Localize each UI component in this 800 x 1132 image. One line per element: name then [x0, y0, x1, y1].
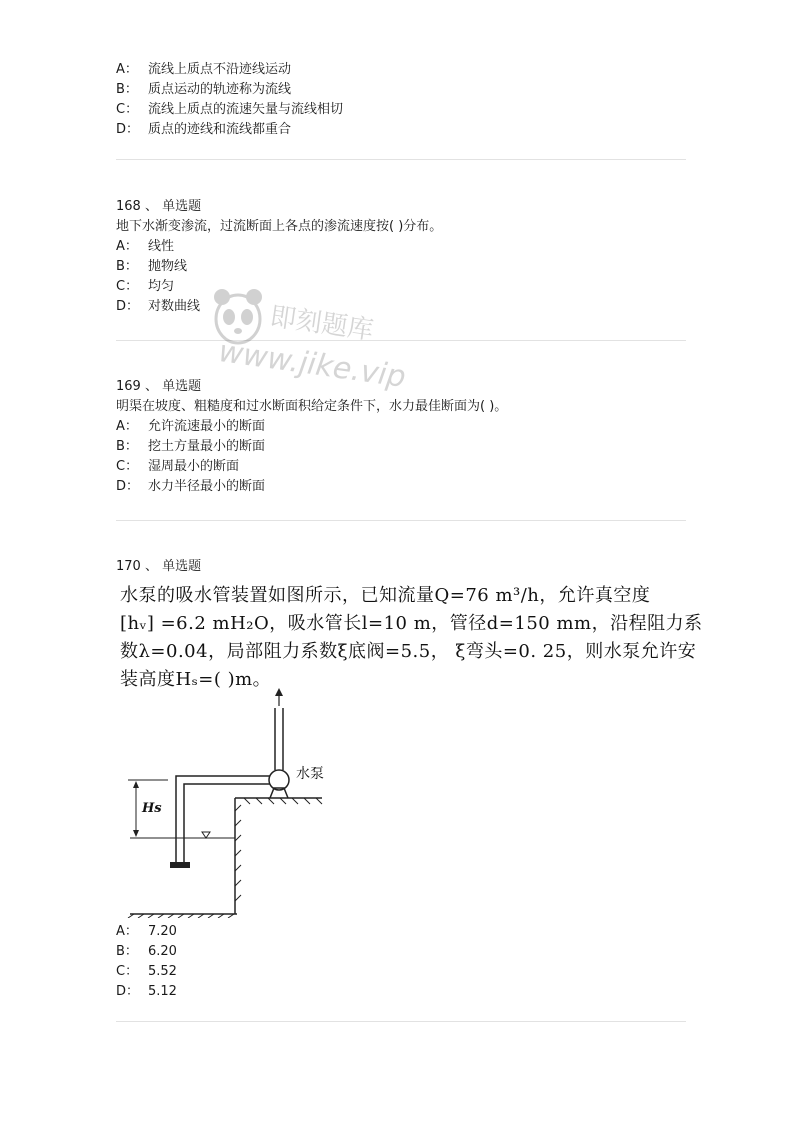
- option-a[interactable]: A： 线性: [116, 239, 175, 254]
- option-a[interactable]: A： 7.20: [116, 924, 177, 939]
- option-d[interactable]: D： 水力半径最小的断面: [116, 479, 266, 494]
- question-header: 170 、 单选题: [116, 559, 202, 574]
- divider: [116, 159, 686, 160]
- question-header: 168 、 单选题: [116, 199, 202, 214]
- pump-suction-diagram: [122, 686, 342, 918]
- foot-valve: [170, 862, 190, 868]
- option-a[interactable]: A： 允许流速最小的断面: [116, 419, 266, 434]
- question-170: [116, 557, 686, 577]
- option-b[interactable]: B： 抛物线: [116, 259, 188, 274]
- option-d[interactable]: D： 质点的迹线和流线都重合: [116, 122, 292, 137]
- divider: [116, 1021, 686, 1022]
- question-stem-image-text: 水泵的吸水管装置如图所示，已知流量Q=76 m³/h，允许真空度 [hᵥ] =6.2 mH₂O，吸水管长l=10 m，管径d=150 mm，沿程阻力系 数λ=0.04，局部阻力系数ξ底阀=5.5， ξ弯头=0. 25，则水泵允许安 装高度Hₛ=( )m。: [120, 585, 703, 690]
- option-c[interactable]: C： 湿周最小的断面: [116, 459, 240, 474]
- question-170-options: [116, 922, 686, 1002]
- option-b[interactable]: B： 挖土方量最小的断面: [116, 439, 266, 454]
- option-c[interactable]: C： 流线上质点的流速矢量与流线相切: [116, 102, 344, 117]
- hs-arrow-down: [133, 830, 139, 837]
- divider: [116, 520, 686, 521]
- option-a[interactable]: A： 流线上质点不沿迹线运动: [116, 62, 292, 77]
- suction-pipe-inner: [184, 784, 270, 862]
- flow-arrow-head: [275, 688, 283, 696]
- divider: [116, 340, 686, 341]
- question-169: [116, 377, 686, 497]
- question-168: [116, 197, 686, 317]
- water-level-symbol: [202, 832, 210, 838]
- pump-body: [269, 770, 289, 790]
- hs-label: Hs: [142, 801, 162, 816]
- watermark-url: www.jike.vip: [216, 334, 408, 395]
- pump-label: 水泵: [296, 766, 324, 782]
- option-d[interactable]: D： 5.12: [116, 984, 177, 999]
- ground-hatch-top: [244, 798, 322, 804]
- prev-question-options: [116, 60, 686, 140]
- question-stem: 明渠在坡度、粗糙度和过水断面积给定条件下，水力最佳断面为( )。: [116, 399, 508, 414]
- wall-hatch: [235, 805, 241, 901]
- suction-pipe-outer: [176, 776, 270, 862]
- watermark-brand: 即刻题库: [268, 301, 376, 347]
- question-header: 169 、 单选题: [116, 379, 202, 394]
- option-c[interactable]: C： 均匀: [116, 279, 175, 294]
- option-d[interactable]: D： 对数曲线: [116, 299, 201, 314]
- option-b[interactable]: B： 质点运动的轨迹称为流线: [116, 82, 292, 97]
- option-b[interactable]: B： 6.20: [116, 944, 177, 959]
- hs-arrow-up: [133, 781, 139, 788]
- question-stem: 地下水渐变渗流，过流断面上各点的渗流速度按( )分布。: [116, 219, 443, 234]
- option-c[interactable]: C： 5.52: [116, 964, 177, 979]
